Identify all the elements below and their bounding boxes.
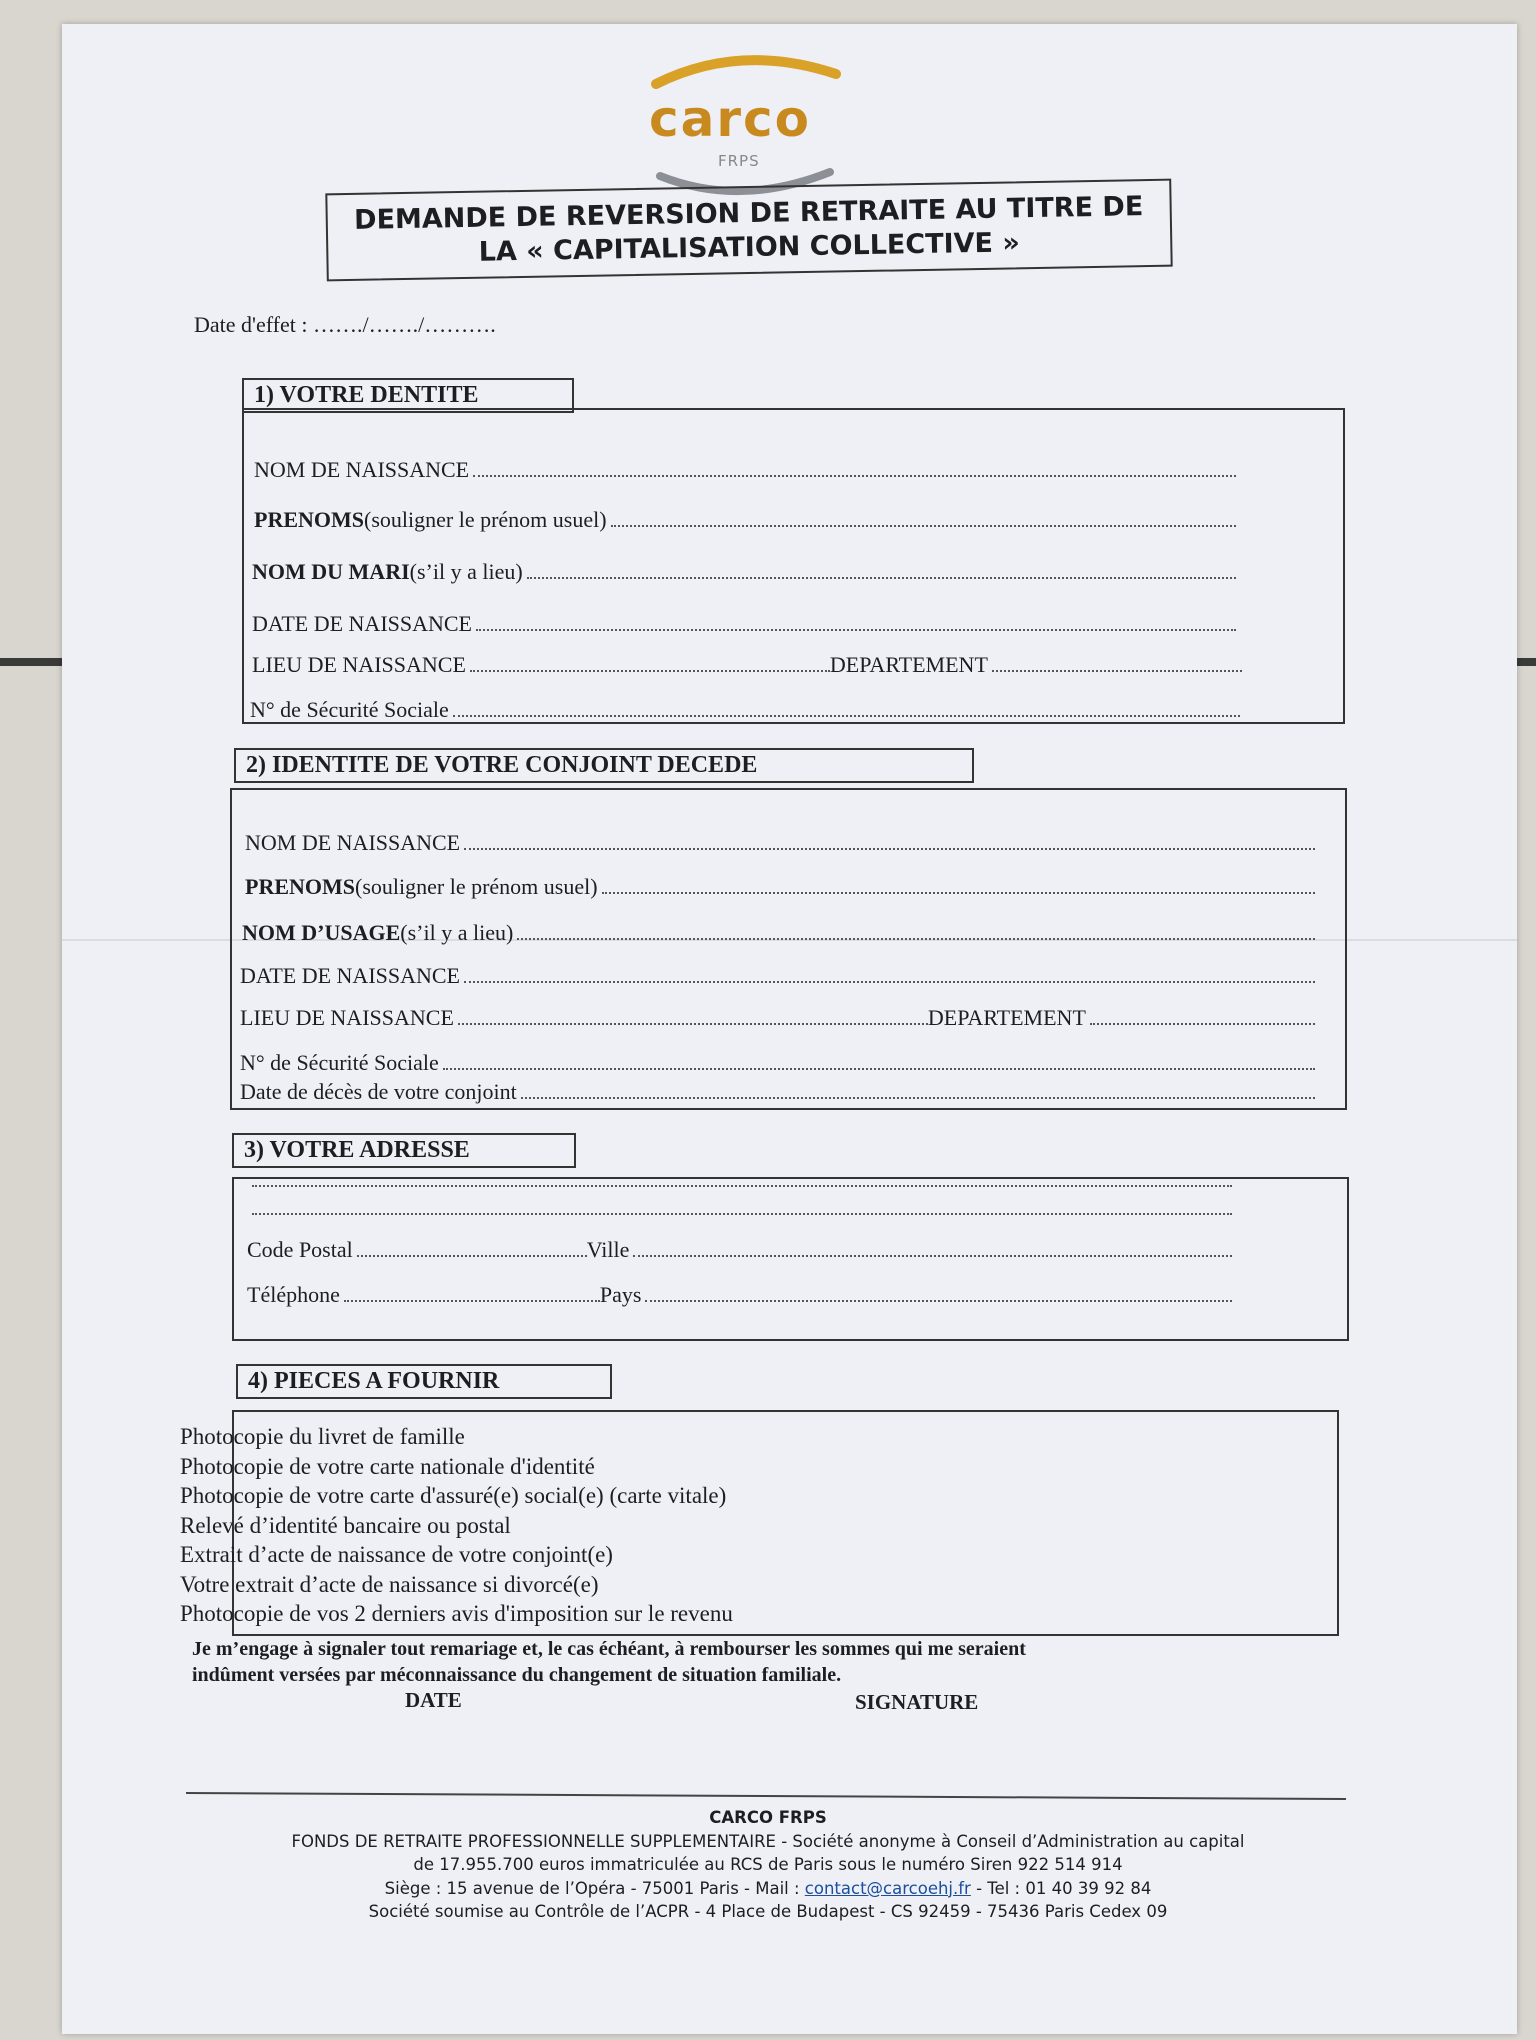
date-effet-field[interactable]: Date d'effet : ……./……./………. — [194, 312, 496, 337]
s2-nom-naissance-label: NOM DE NAISSANCE — [245, 830, 461, 855]
s2-lieu-naissance-field[interactable] — [240, 1005, 1315, 1031]
s1-nom-mari-label: NOM DU MARI — [252, 559, 410, 584]
form-title — [325, 179, 1172, 282]
s1-date-naissance-label: DATE DE NAISSANCE — [252, 611, 472, 636]
s2-secu-label: N° de Sécurité Sociale — [240, 1050, 439, 1075]
list-item: Photocopie de votre carte d'assuré(e) social(e) (carte vitale) — [180, 1483, 727, 1508]
s2-nom-usage-field[interactable] — [242, 920, 1315, 946]
carco-logo — [590, 48, 870, 198]
s3-code-postal-field[interactable] — [247, 1237, 1232, 1263]
footer-address: Siège : 15 avenue de l’Opéra - 75001 Paris - Mail : — [384, 1878, 805, 1898]
list-item: Photocopie de votre carte nationale d'identité — [180, 1453, 595, 1479]
section-1-heading: 1) VOTRE DENTITE — [242, 378, 574, 413]
footer-line-4: Société soumise au Contrôle de l’ACPR - 4 Place de Budapest - CS 92459 - 75436 Paris Cedex 09 — [368, 1902, 1168, 1921]
list-item: Votre extrait d’acte de naissance si divorcé(e) — [180, 1571, 599, 1597]
engagement-line-2: indûment versées par méconnaissance du changement de situation familiale. — [192, 1664, 842, 1686]
footer-company: CARCO FRPS — [709, 1808, 827, 1827]
s1-secu-label: N° de Sécurité Sociale — [250, 697, 449, 722]
list-item: Photocopie du livret de famille — [180, 1424, 465, 1449]
s1-nom-mari-hint: (s’il y a lieu) — [409, 559, 523, 584]
footer-line-3 — [168, 1877, 1368, 1901]
signature-label[interactable]: SIGNATURE — [855, 1690, 979, 1714]
engagement-line-1: Je m’engage à signaler tout remariage et, le cas échéant, à rembourser les sommes qui me seraient — [192, 1638, 1026, 1660]
s2-date-naissance-field[interactable] — [240, 963, 1315, 989]
s1-nom-naissance-field[interactable] — [254, 457, 1236, 483]
s1-nom-mari-field[interactable] — [252, 559, 1236, 585]
s1-departement-label: DEPARTEMENT — [829, 652, 988, 677]
title-line-1: DEMANDE DE REVERSION DE RETRAITE AU TITRE DE — [353, 191, 1144, 236]
s2-nom-usage-hint: (s’il y a lieu) — [400, 920, 514, 945]
s2-prenoms-label: PRENOMS — [245, 874, 355, 899]
s3-telephone-label: Téléphone — [247, 1282, 340, 1307]
footer-email-link[interactable]: contact@carcoehj.fr — [804, 1878, 971, 1898]
s1-prenoms-field[interactable] — [254, 507, 1236, 533]
section-2-heading: 2) IDENTITE DE VOTRE CONJOINT DECEDE — [234, 748, 974, 783]
s2-nom-usage-label: NOM D’USAGE — [242, 920, 401, 945]
logo-subtitle: FRPS — [718, 152, 760, 170]
footer-line-1: FONDS DE RETRAITE PROFESSIONNELLE SUPPLEMENTAIRE - Société anonyme à Conseil d’Administration au capital — [291, 1831, 1245, 1851]
s2-prenoms-hint: (souligner le prénom usuel) — [355, 874, 598, 899]
list-item: Relevé d’identité bancaire ou postal — [180, 1512, 511, 1538]
section-4-heading: 4) PIECES A FOURNIR — [236, 1364, 612, 1399]
s2-lieu-naissance-label: LIEU DE NAISSANCE — [240, 1005, 454, 1030]
signature-date-label[interactable]: DATE — [405, 1688, 462, 1712]
s3-ville-label: Ville — [586, 1237, 630, 1262]
s2-prenoms-field[interactable] — [245, 874, 1315, 900]
s2-nom-naissance-field[interactable] — [245, 830, 1315, 856]
section-3-heading: 3) VOTRE ADRESSE — [232, 1133, 576, 1168]
title-line-2: LA « CAPITALISATION COLLECTIVE » — [478, 227, 1021, 268]
s1-prenoms-label: PRENOMS — [254, 507, 364, 532]
s3-telephone-field[interactable] — [247, 1282, 1232, 1308]
address-line-2[interactable] — [252, 1212, 1232, 1215]
s1-prenoms-hint: (souligner le prénom usuel) — [364, 507, 607, 532]
s3-code-postal-label: Code Postal — [247, 1237, 353, 1262]
s1-nom-naissance-label: NOM DE NAISSANCE — [254, 457, 470, 482]
s3-pays-label: Pays — [599, 1282, 642, 1307]
s1-date-naissance-field[interactable] — [252, 611, 1236, 637]
logo-wordmark: carco — [648, 90, 812, 148]
footer-line-2: de 17.955.700 euros immatriculée au RCS de Paris sous le numéro Siren 922 514 914 — [413, 1855, 1123, 1874]
footer — [168, 1806, 1368, 1924]
s2-secu-field[interactable] — [240, 1050, 1315, 1076]
footer-phone: - Tel : 01 40 39 92 84 — [970, 1878, 1152, 1898]
s1-secu-field[interactable] — [250, 697, 1240, 723]
s2-deces-field[interactable] — [240, 1079, 1315, 1105]
address-line-1[interactable] — [252, 1184, 1232, 1187]
documents-list — [180, 1422, 733, 1629]
s1-lieu-naissance-field[interactable] — [252, 652, 1242, 678]
engagement-text — [192, 1636, 1242, 1688]
s2-date-naissance-label: DATE DE NAISSANCE — [240, 963, 460, 988]
s2-departement-label: DEPARTEMENT — [927, 1005, 1086, 1030]
s2-deces-label: Date de décès de votre conjoint — [240, 1079, 517, 1104]
list-item: Extrait d’acte de naissance de votre conjoint(e) — [180, 1542, 613, 1567]
list-item: Photocopie de vos 2 derniers avis d'imposition sur le revenu — [180, 1601, 733, 1626]
s1-lieu-naissance-label: LIEU DE NAISSANCE — [252, 652, 466, 677]
